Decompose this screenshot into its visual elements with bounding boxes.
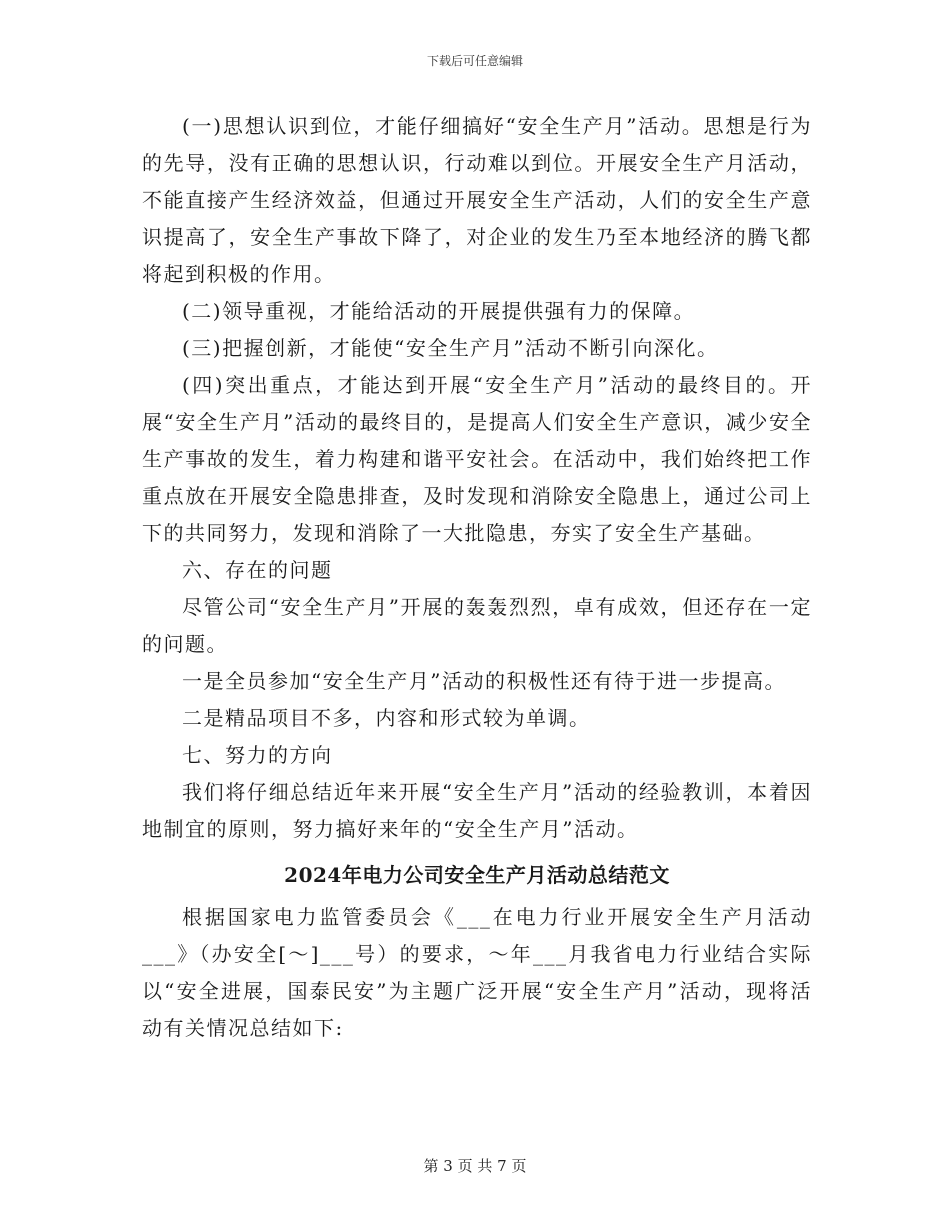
page-number: 第 3 页 共 7 页	[423, 1157, 527, 1175]
section-heading-problems: 六、存在的问题	[182, 558, 333, 582]
page-header-note: 下载后可任意编辑	[426, 54, 523, 68]
document-body	[142, 108, 812, 1047]
section-heading-direction: 七、努力的方向	[182, 743, 333, 767]
paragraph-focus: (四)突出重点，才能达到开展“安全生产月”活动的最终目的。开展“安全生产月”活动的最终目的，是提高人们安全生产意识，减少安全生产事故的发生，着力构建和谐平安社会。在活动中，我们始终把工作重点放在开展安全隐患排查，及时发现和消除安全隐患上，通过公司上下的共同努力，发现和消除了一大批隐患，夯实了安全生产基础。	[142, 373, 812, 545]
paragraph-intro: 根据国家电力监管委员会《___在电力行业开展安全生产月活动___》（办安全[～]___号）的要求，～年___月我省电力行业结合实际以“安全进展，国泰民安”为主题广泛开展“安全生产月”活动，现将活动有关情况总结如下:	[142, 905, 812, 1040]
paragraph-problem-one: 一是全员参加“安全生产月”活动的积极性还有待于进一步提高。	[182, 669, 786, 693]
paragraph-innovation: (三)把握创新，才能使“安全生产月”活动不断引向深化。	[182, 336, 719, 360]
document-title: 2024年电力公司安全生产月活动总结范文	[284, 863, 670, 887]
paragraph-leadership: (二)领导重视，才能给活动的开展提供强有力的保障。	[182, 299, 696, 323]
paragraph-direction: 我们将仔细总结近年来开展“安全生产月”活动的经验教训，本着因地制宜的原则，努力搞好来年的“安全生产月”活动。	[142, 780, 812, 841]
paragraph-problem-two: 二是精品项目不多，内容和形式较为单调。	[182, 706, 591, 730]
paragraph-thought-awareness: (一)思想认识到位，才能仔细搞好“安全生产月”活动。思想是行为的先导，没有正确的思想认识，行动难以到位。开展安全生产月活动，不能直接产生经济效益，但通过开展安全生产活动，人们的安全生产意识提高了，安全生产事故下降了，对企业的发生乃至本地经济的腾飞都将起到积极的作用。	[142, 114, 812, 286]
paragraph-problems-intro: 尽管公司“安全生产月”开展的轰轰烈烈，卓有成效，但还存在一定的问题。	[142, 595, 812, 656]
